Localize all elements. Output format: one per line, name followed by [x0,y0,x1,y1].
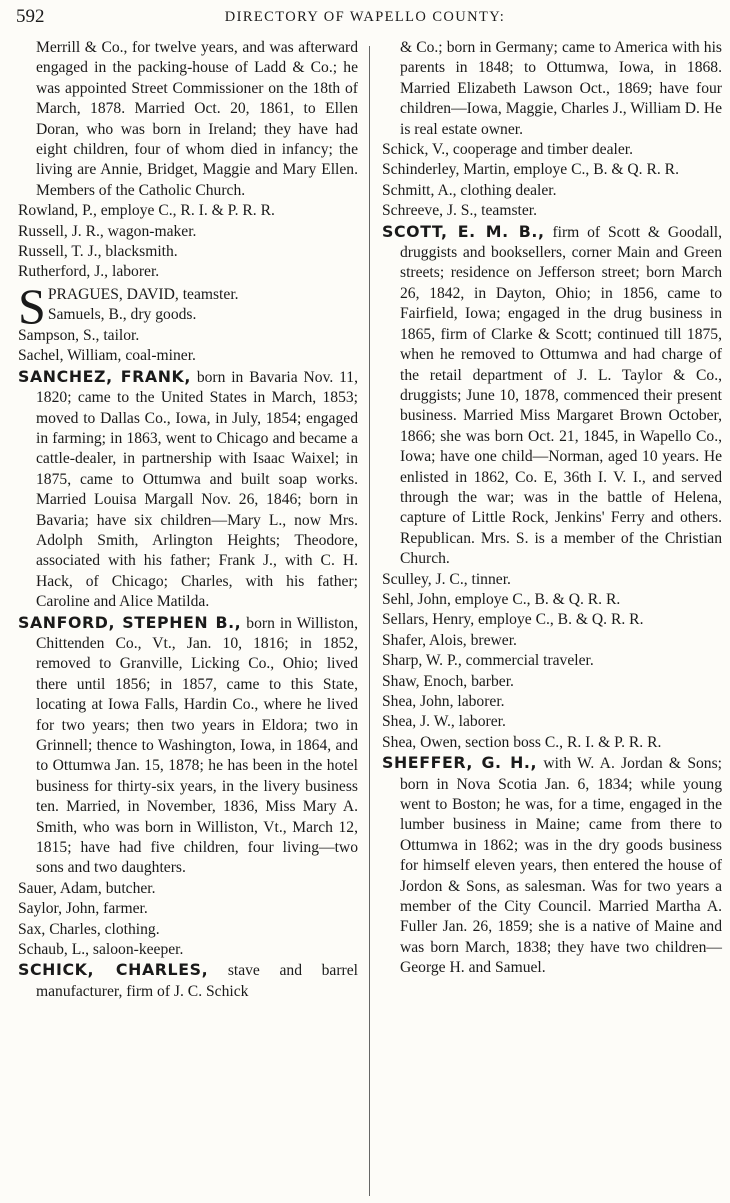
biography-text: born in Bavaria Nov. 11, 1820; came to the United States in March, 1853; moved to Dallas Co., Iowa, in July, 1854; engaged in farming; in 1863, went to Chicago and became a cattle-dealer, in partnership with Isaac Waixel; in 1875, came to Ottumwa and built soap works. Married Louisa Margall Nov. 26, 1846; born in Bavaria; have six children—Mary L., now Mrs. Adolph Smith, Arlington Heights; Theodore, associated with his father; Frank J., with C. H. Hack, of Chicago; Charles, with his father; Caroline and Alice Matilda. [36,368,358,611]
right-column [382,38,722,979]
dropcap-letter: S [18,277,46,334]
page-header [0,0,730,36]
biography-entry [18,960,358,1002]
directory-entry: Shaw, Enoch, barber. [382,672,514,690]
directory-entry: Sharp, W. P., commercial traveler. [382,652,594,670]
dropcap-section-start [18,277,358,334]
directory-entry: Sauer, Adam, butcher. [18,879,156,897]
directory-entry: Sellars, Henry, employe C., B. & Q. R. R. [382,611,644,629]
biography-text: born in Williston, Chittenden Co., Vt., Jan. 10, 1816; in 1852, removed to Granville, Licking Co., Ohio; lived there until 1856; in 1857, came to this State, locating at Iowa Falls, Hardin Co., where he lived for two years; then two years in Eldora; two in Grinnell; thence to Washington, Iowa, in 1864, and to Ottumwa Jan. 15, 1878; he has been in the hotel business for thirty-six years, in the livery business ten. Married, in November, 1836, Miss Mary A. Smith, who was born in Williston, Vt., March 12, 1815; have had five children, four living—two sons and two daughters. [36,614,358,877]
biography-text: firm of Scott & Goodall, druggists and booksellers, corner Main and Green streets; residence on Jefferson street; born March 26, 1842, in Dayton, Ohio; in 1856, came to Fairfield, Iowa; engaged in the drug business in 1865, firm of Clarke & Scott; continued till 1875, when he removed to Ottumwa and had charge of the retail department of J. L. Taylor & Co., druggists; June 10, 1878, commenced their present business. Married Miss Margaret Brown October, 1866; she was born Oct. 21, 1845, in Wapello Co., Iowa; have one child—Norman, aged 10 years. He enlisted in 1862, Co. E, 36th I. V. I., and served through the war; was in the battle of Helena, capture of Little Rock, Jenkins' Ferry and others. Republican. Mrs. S. is a member of the Christian Church. [400,223,722,568]
directory-entry: Sculley, J. C., tinner. [382,570,511,588]
directory-entry: Schmitt, A., clothing dealer. [382,181,557,199]
biography-entry [18,613,358,879]
biography-text: with W. A. Jordan & Sons; born in Nova Scotia Jan. 6, 1834; while young went to Boston; he was, for a time, engaged in the lumber business in Maine; came from there to Ottumwa in 1862; was in the dry goods business for himself eleven years, then entered the house of Jordon & Sons, as salesman. Was for two years a member of the City Council. Married Martha A. Fuller Jan. 26, 1859; she is a native of Maine and was born March, 1838; they have two children—George H. and Samuel. [400,755,722,977]
directory-entry: Shafer, Alois, brewer. [382,631,517,649]
biography-text: stave and barrel manufacturer, firm of J. C. Schick [36,962,358,1000]
page-number: 592 [16,6,45,27]
directory-entry: Rutherford, J., laborer. [18,263,160,281]
biography-name: SANFORD, STEPHEN B., [18,612,242,632]
directory-entry: Sax, Charles, clothing. [18,920,160,938]
continued-entry: & Co.; born in Germany; came to America with his parents in 1848; to Ottumwa, Iowa, in 1868. Married Elizabeth Lawson Oct., 1869; have four children—Iowa, Maggie, Charles J., William D. He is real estate owner. [400,39,722,138]
dropcap-entry-text: PRAGUES, DAVID, teamster. [47,285,239,303]
left-column [18,38,358,1002]
directory-entry: Sehl, John, employe C., B. & Q. R. R. [382,590,621,608]
directory-entry: Russell, T. J., blacksmith. [18,243,178,261]
directory-entry: Sampson, S., tailor. [18,326,140,344]
directory-entry: Schaub, L., saloon-keeper. [18,941,184,959]
biography-name: SCHICK, CHARLES, [18,960,209,980]
biography-entry [382,753,722,978]
running-title: DIRECTORY OF WAPELLO COUNTY: [224,9,506,25]
continued-entry: Merrill & Co., for twelve years, and was afterward engaged in the packing-house of Ladd & Co.; he was appointed Street Commissioner on the 18th of March, 1878. Married Oct. 20, 1861, to Ellen Doran, who was born in Ireland; they have had eight children, four of whom died in infancy; the living are Annie, Bridget, Maggie and Mary Ellen. Members of the Catholic Church. [36,39,358,199]
directory-entry: Saylor, John, farmer. [18,900,148,918]
directory-entry: Schreeve, J. S., teamster. [382,202,538,220]
directory-entry: Samuels, B., dry goods. [47,306,197,324]
directory-entry: Shea, John, laborer. [382,693,505,710]
directory-entry: Shea, J. W., laborer. [382,713,506,731]
directory-entry: Rowland, P., employe C., R. I. & P. R. R. [18,202,275,220]
biography-name: SANCHEZ, FRANK, [18,366,191,386]
column-divider [369,46,370,1196]
directory-entry: Schinderley, Martin, employe C., B. & Q. R. R. [382,161,679,179]
biography-name: SHEFFER, G. H., [382,753,538,773]
directory-entry: Schick, V., cooperage and timber dealer. [382,141,634,159]
directory-entry: Russell, J. R., wagon-maker. [18,222,197,240]
directory-entry: Shea, Owen, section boss C., R. I. & P. R. R. [382,733,662,751]
biography-entry [18,367,358,613]
directory-entry: Sachel, William, coal-miner. [18,347,196,365]
biography-name: SCOTT, E. M. B., [382,221,545,241]
biography-entry [382,222,722,570]
